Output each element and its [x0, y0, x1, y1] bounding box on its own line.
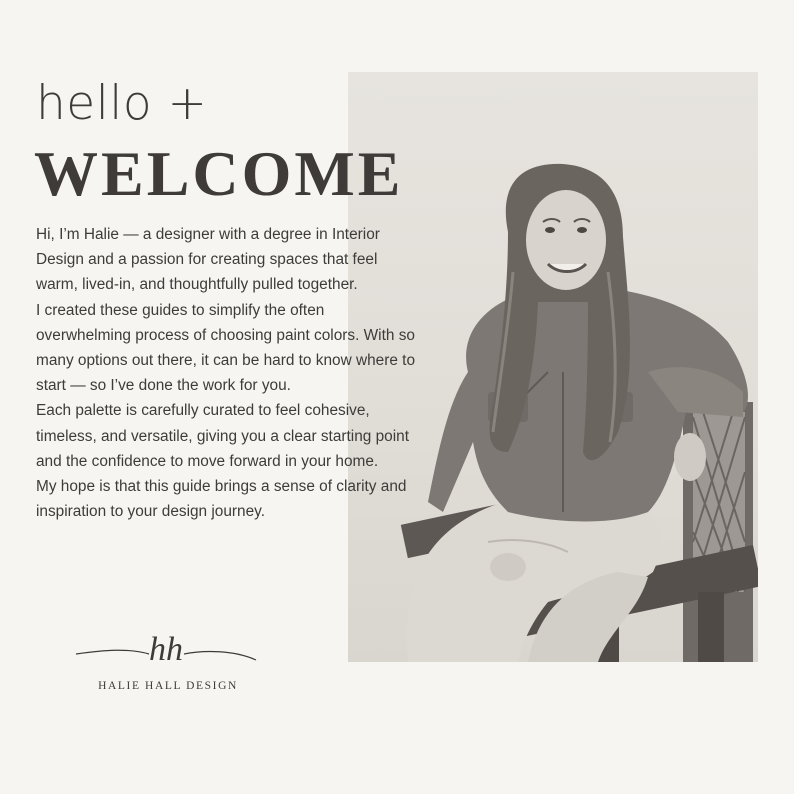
heading-hello: hello + — [36, 76, 208, 131]
intro-paragraph: My hope is that this guide brings a sense of clarity and inspiration to your design journey. — [36, 478, 407, 521]
brand-name: HALIE HALL DESIGN — [98, 680, 238, 692]
intro-paragraph: Hi, I’m Halie — a designer with a degree in Interior Design and a passion for creating spaces that feel warm, lived-in, and thoughtfully pulled together. — [36, 226, 380, 294]
intro-paragraph: Each palette is carefully curated to feel cohesive, timeless, and versatile, giving you a clear starting point and the confidence to move forward in your home. — [36, 402, 409, 470]
intro-paragraph: I created these guides to simplify the often overwhelming process of choosing paint colors. With so many options out there, it can be hard to know where to start — so I’ve done the work for you. — [36, 301, 416, 395]
signature-logo — [74, 620, 259, 676]
monogram-text: hh — [149, 631, 183, 668]
heading-welcome: WELCOME — [34, 138, 404, 209]
face — [526, 190, 606, 290]
intro-text — [36, 222, 416, 524]
